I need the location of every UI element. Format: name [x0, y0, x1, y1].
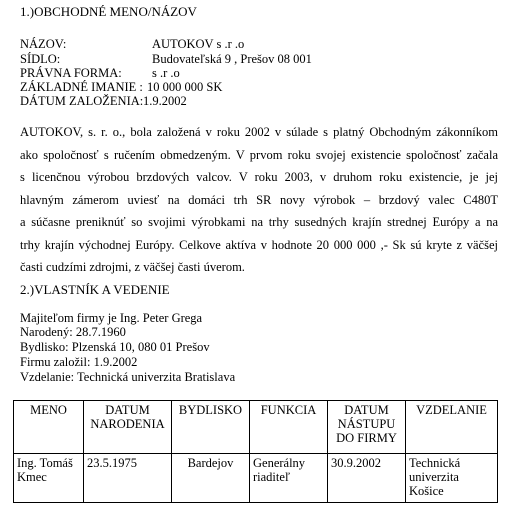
paragraph-line: a súčasne preniknúť so svojimi výrobkami na trhy susedných krajín strednej Európy a na	[20, 215, 498, 229]
column-header-education: VZDELANIE	[406, 401, 498, 454]
owner-birth-line: Narodený: 28.7.1960	[20, 325, 126, 339]
section-2-heading: 2.)VLASTNÍK A VEDENIE	[20, 282, 170, 297]
field-label-seat: SÍDLO:	[20, 52, 61, 66]
field-label-founded: DÁTUM ZALOŽENIA:	[20, 94, 144, 108]
column-header-name: MENO	[14, 401, 84, 454]
owner-residence-line: Bydlisko: Plzenská 10, 080 01 Prešov	[20, 340, 210, 354]
table-cell-start-date: 30.9.2002	[328, 454, 406, 503]
paragraph-line: hlavným zámerom uviesť na domáci trh SR novy výrobok – brzdový valec C480T	[20, 192, 498, 207]
field-label-name: NÁZOV:	[20, 37, 67, 51]
table-cell-function: Generálny riaditeľ	[250, 454, 328, 503]
company-description-paragraph	[20, 121, 498, 279]
paragraph-line: ako spoločnosť s ručením obmedzeným. V prvom roku svojej existencie spoločnosť začala	[20, 147, 498, 162]
section-1-heading: 1.)OBCHODNÉ MENO/NÁZOV	[20, 4, 197, 19]
field-label-capital: ZÁKLADNÉ IMANIE :	[20, 80, 143, 94]
paragraph-line: AUTOKOV, s. r. o., bola založená v roku 2002 v súlade s platný Obchodným zákonníkom	[20, 125, 498, 139]
paragraph-line: časti cudzími zdrojmi, z väčšej časti úverom.	[20, 260, 245, 274]
field-value-seat: Budovateľská 9 , Prešov 08 001	[152, 52, 312, 66]
column-header-start-date: DATUM NÁSTUPU DO FIRMY	[328, 401, 406, 454]
table-cell-education: Technická univerzita Košice	[406, 454, 498, 503]
column-header-birth-date: DATUM NARODENIA	[84, 401, 172, 454]
table-header-row	[14, 401, 498, 454]
field-label-legal-form: PRÁVNA FORMA:	[20, 66, 122, 80]
field-value-capital: 10 000 000 SK	[147, 80, 223, 94]
column-header-residence: BYDLISKO	[172, 401, 250, 454]
table-cell-birth-date: 23.5.1975	[84, 454, 172, 503]
owner-education-line: Vzdelanie: Technická univerzita Bratislava	[20, 370, 236, 384]
management-table	[13, 400, 498, 503]
field-value-legal-form: s .r .o	[152, 66, 180, 80]
field-value-name: AUTOKOV s .r .o	[152, 37, 245, 51]
field-value-founded: 1.9.2002	[143, 94, 187, 108]
column-header-function: FUNKCIA	[250, 401, 328, 454]
owner-founded-line: Firmu založil: 1.9.2002	[20, 355, 138, 369]
table-cell-name: Ing. Tomáš Kmec	[14, 454, 84, 503]
owner-name-line: Majiteľom firmy je Ing. Peter Grega	[20, 311, 203, 325]
paragraph-line: s licenčnou výrobou brzdových valcov. V roku 2003, v druhom roku existencie, je jej	[20, 170, 498, 184]
table-cell-residence: Bardejov	[172, 454, 250, 503]
table-row	[14, 454, 498, 503]
paragraph-line: trhy krajín východnej Európy. Celkove aktíva v hodnote 20 000 000 ,- Sk sú kryte z väčšej	[20, 237, 498, 252]
